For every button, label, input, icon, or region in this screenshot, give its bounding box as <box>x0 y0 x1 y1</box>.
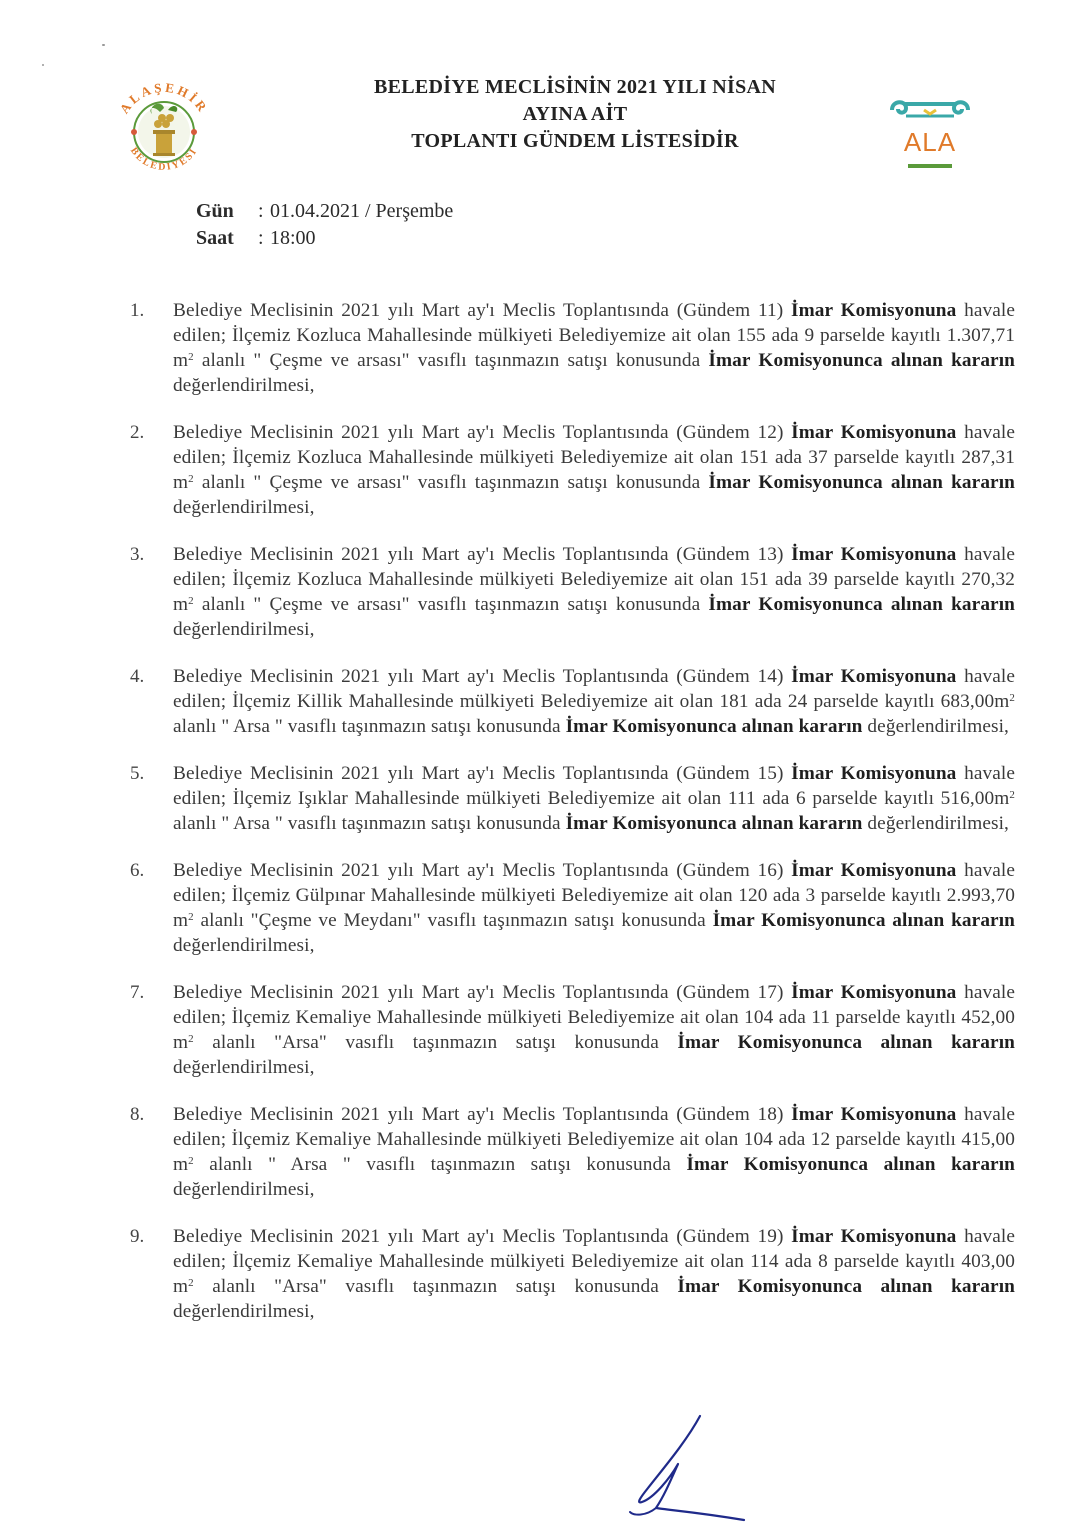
agenda-item-text <box>173 298 1015 398</box>
agenda-text-segment: Belediye Meclisinin 2021 yılı Mart ay'ı Meclis Toplantısında (Gündem 17) <box>173 982 792 1003</box>
agenda-item-number: 7. <box>130 982 145 1003</box>
agenda-text-segment: havale edilen; İlçemiz Kozluca Mahallesinde mülkiyeti Belediyemize ait olan 155 ada 9 parselde kayıtlı 1.307,71 m <box>173 300 1015 371</box>
agenda-text-segment: değerlendirilmesi, <box>173 1301 315 1322</box>
signature <box>626 1412 756 1522</box>
logo-arc-top-text: ALAŞEHİR <box>116 79 212 117</box>
agenda-text-segment: değerlendirilmesi, <box>173 935 315 956</box>
agenda-text-segment: Belediye Meclisinin 2021 yılı Mart ay'ı Meclis Toplantısında (Gündem 18) <box>173 1104 792 1125</box>
committee-name: İmar Komisyonuna <box>791 544 957 565</box>
agenda-item <box>130 1224 1015 1324</box>
agenda-item-number: 2. <box>130 422 145 443</box>
agenda-text-segment: Belediye Meclisinin 2021 yılı Mart ay'ı Meclis Toplantısında (Gündem 13) <box>173 544 792 565</box>
agenda-text-segment: değerlendirilmesi, <box>173 497 315 518</box>
agenda-item <box>130 1102 1015 1202</box>
committee-decision: İmar Komisyonunca alınan kararın <box>708 350 1015 371</box>
scan-speck <box>42 64 44 66</box>
committee-decision: İmar Komisyonunca alınan kararın <box>565 813 863 834</box>
agenda-text-segment: alanlı " Arsa " vasıflı taşınmazın satışı konusunda <box>193 1154 687 1175</box>
agenda-item <box>130 420 1015 520</box>
agenda-list <box>130 298 1015 1346</box>
agenda-text-segment: alanlı " Çeşme ve arsası" vasıflı taşınmazın satışı konusunda <box>193 472 709 493</box>
title-line-2: AYINA AİT <box>522 103 628 125</box>
agenda-text-segment: havale edilen; İlçemiz Kemaliye Mahallesinde mülkiyeti Belediyemize ait olan 104 ada 11 parselde kayıtlı 452,00 m <box>173 982 1015 1053</box>
agenda-text-segment: alanlı "Arsa" vasıflı taşınmazın satışı konusunda <box>193 1032 678 1053</box>
agenda-item-text <box>173 1224 1015 1324</box>
committee-name: İmar Komisyonuna <box>791 860 957 881</box>
agenda-item-text <box>173 761 1015 836</box>
ionic-capital-emblem-icon <box>884 96 976 176</box>
ala-logo-text: ALA <box>903 127 957 157</box>
committee-decision: İmar Komisyonunca alınan kararın <box>677 1032 1015 1053</box>
logo-arc-bottom-text: BELEDİYESİ <box>127 145 201 173</box>
committee-name: İmar Komisyonuna <box>791 666 957 687</box>
agenda-item-text <box>173 858 1015 958</box>
meeting-time-row <box>196 225 453 252</box>
area-unit-exponent: 2 <box>188 351 194 363</box>
meeting-day-value: 01.04.2021 / Perşembe <box>270 200 454 222</box>
agenda-item-text <box>173 542 1015 642</box>
agenda-text-segment: havale edilen; İlçemiz Kemaliye Mahallesinde mülkiyeti Belediyemize ait olan 114 ada 8 parselde kayıtlı 403,00 m <box>173 1226 1015 1297</box>
agenda-text-segment: Belediye Meclisinin 2021 yılı Mart ay'ı Meclis Toplantısında (Gündem 14) <box>173 666 792 687</box>
agenda-item-text <box>173 980 1015 1080</box>
agenda-item-number: 4. <box>130 666 145 687</box>
agenda-text-segment: alanlı " Çeşme ve arsası" vasıflı taşınmazın satışı konusunda <box>193 594 709 615</box>
agenda-item-number: 3. <box>130 544 145 565</box>
ala-logo <box>884 96 976 176</box>
agenda-text-segment: alanlı "Arsa" vasıflı taşınmazın satışı konusunda <box>193 1276 678 1297</box>
agenda-item-text <box>173 664 1015 739</box>
area-unit-exponent: 2 <box>188 911 194 923</box>
committee-name: İmar Komisyonuna <box>791 1104 957 1125</box>
agenda-item-number: 8. <box>130 1104 145 1125</box>
committee-name: İmar Komisyonuna <box>791 1226 957 1247</box>
agenda-item <box>130 858 1015 958</box>
title-line-3: TOPLANTI GÜNDEM LİSTESİDİR <box>411 130 739 152</box>
meeting-day-row <box>196 198 453 225</box>
committee-decision: İmar Komisyonunca alınan kararın <box>677 1276 1015 1297</box>
agenda-item-number: 1. <box>130 300 145 321</box>
agenda-text-segment: havale edilen; İlçemiz Gülpınar Mahallesinde mülkiyeti Belediyemize ait olan 120 ada 3 parselde kayıtlı 2.993,70 m <box>173 860 1015 931</box>
agenda-item-number: 6. <box>130 860 145 881</box>
agenda-text-segment: değerlendirilmesi, <box>173 1057 315 1078</box>
agenda-text-segment: Belediye Meclisinin 2021 yılı Mart ay'ı Meclis Toplantısında (Gündem 16) <box>173 860 792 881</box>
scan-speck <box>102 44 105 46</box>
meeting-meta <box>196 198 453 252</box>
agenda-item <box>130 298 1015 398</box>
agenda-text-segment: alanlı " Arsa " vasıflı taşınmazın satışı konusunda <box>173 716 566 737</box>
area-unit-exponent: 2 <box>188 1277 194 1289</box>
agenda-text-segment: havale edilen; İlçemiz Kozluca Mahallesinde mülkiyeti Belediyemize ait olan 151 ada 39 parselde kayıtlı 270,32 m <box>173 544 1015 615</box>
meeting-time-separator: : <box>258 227 264 249</box>
agenda-text-segment: değerlendirilmesi, <box>173 619 315 640</box>
committee-name: İmar Komisyonuna <box>791 422 957 443</box>
committee-name: İmar Komisyonuna <box>791 763 957 784</box>
agenda-text-segment: Belediye Meclisinin 2021 yılı Mart ay'ı Meclis Toplantısında (Gündem 11) <box>173 300 792 321</box>
agenda-item-number: 9. <box>130 1226 145 1247</box>
committee-decision: İmar Komisyonunca alınan kararın <box>712 910 1015 931</box>
agenda-item-text <box>173 420 1015 520</box>
committee-decision: İmar Komisyonunca alınan kararın <box>686 1154 1015 1175</box>
agenda-text-segment: Belediye Meclisinin 2021 yılı Mart ay'ı Meclis Toplantısında (Gündem 12) <box>173 422 792 443</box>
agenda-text-segment: havale edilen; İlçemiz Işıklar Mahallesinde mülkiyeti Belediyemize ait olan 111 ada 6 parselde kayıtlı 516,00m <box>173 763 1015 809</box>
agenda-text-segment: değerlendirilmesi, <box>862 813 1009 834</box>
meeting-time-label: Saat <box>196 227 234 249</box>
meeting-day-label: Gün <box>196 200 234 222</box>
document-title <box>310 74 840 155</box>
agenda-text-segment: Belediye Meclisinin 2021 yılı Mart ay'ı Meclis Toplantısında (Gündem 15) <box>173 763 792 784</box>
agenda-text-segment: havale edilen; İlçemiz Kozluca Mahallesinde mülkiyeti Belediyemize ait olan 151 ada 37 parselde kayıtlı 287,31 m <box>173 422 1015 493</box>
committee-decision: İmar Komisyonunca alınan kararın <box>708 594 1015 615</box>
agenda-item <box>130 980 1015 1080</box>
area-unit-exponent: 2 <box>1009 692 1015 704</box>
agenda-item <box>130 542 1015 642</box>
committee-name: İmar Komisyonuna <box>791 300 957 321</box>
title-line-1: BELEDİYE MECLİSİNİN 2021 YILI NİSAN <box>373 76 777 98</box>
agenda-text-segment: değerlendirilmesi, <box>173 1179 315 1200</box>
agenda-text-segment: havale edilen; İlçemiz Killik Mahallesinde mülkiyeti Belediyemize ait olan 181 ada 24 parselde kayıtlı 683,00m <box>173 666 1015 712</box>
agenda-text-segment: alanlı " Arsa " vasıflı taşınmazın satışı konusunda <box>173 813 566 834</box>
committee-decision: İmar Komisyonunca alınan kararın <box>708 472 1015 493</box>
agenda-item <box>130 664 1015 739</box>
agenda-item <box>130 761 1015 836</box>
meeting-day-separator: : <box>258 200 264 222</box>
agenda-text-segment: değerlendirilmesi, <box>862 716 1009 737</box>
meeting-time-value: 18:00 <box>270 227 316 249</box>
agenda-text-segment: Belediye Meclisinin 2021 yılı Mart ay'ı Meclis Toplantısında (Gündem 19) <box>173 1226 792 1247</box>
committee-decision: İmar Komisyonunca alınan kararın <box>565 716 863 737</box>
agenda-item-number: 5. <box>130 763 145 784</box>
area-unit-exponent: 2 <box>1009 789 1015 801</box>
alasehir-municipality-logo <box>108 74 220 186</box>
grape-column-emblem-icon <box>108 74 220 186</box>
handwritten-signature-icon <box>626 1412 756 1522</box>
area-unit-exponent: 2 <box>188 595 194 607</box>
agenda-text-segment: alanlı "Çeşme ve Meydanı" vasıflı taşınmazın satışı konusunda <box>193 910 713 931</box>
area-unit-exponent: 2 <box>188 1155 194 1167</box>
agenda-text-segment: alanlı " Çeşme ve arsası" vasıflı taşınmazın satışı konusunda <box>193 350 709 371</box>
area-unit-exponent: 2 <box>188 1033 194 1045</box>
area-unit-exponent: 2 <box>188 473 194 485</box>
agenda-text-segment: değerlendirilmesi, <box>173 375 315 396</box>
committee-name: İmar Komisyonuna <box>791 982 957 1003</box>
agenda-text-segment: havale edilen; İlçemiz Kemaliye Mahallesinde mülkiyeti Belediyemize ait olan 104 ada 12 parselde kayıtlı 415,00 m <box>173 1104 1015 1175</box>
agenda-item-text <box>173 1102 1015 1202</box>
